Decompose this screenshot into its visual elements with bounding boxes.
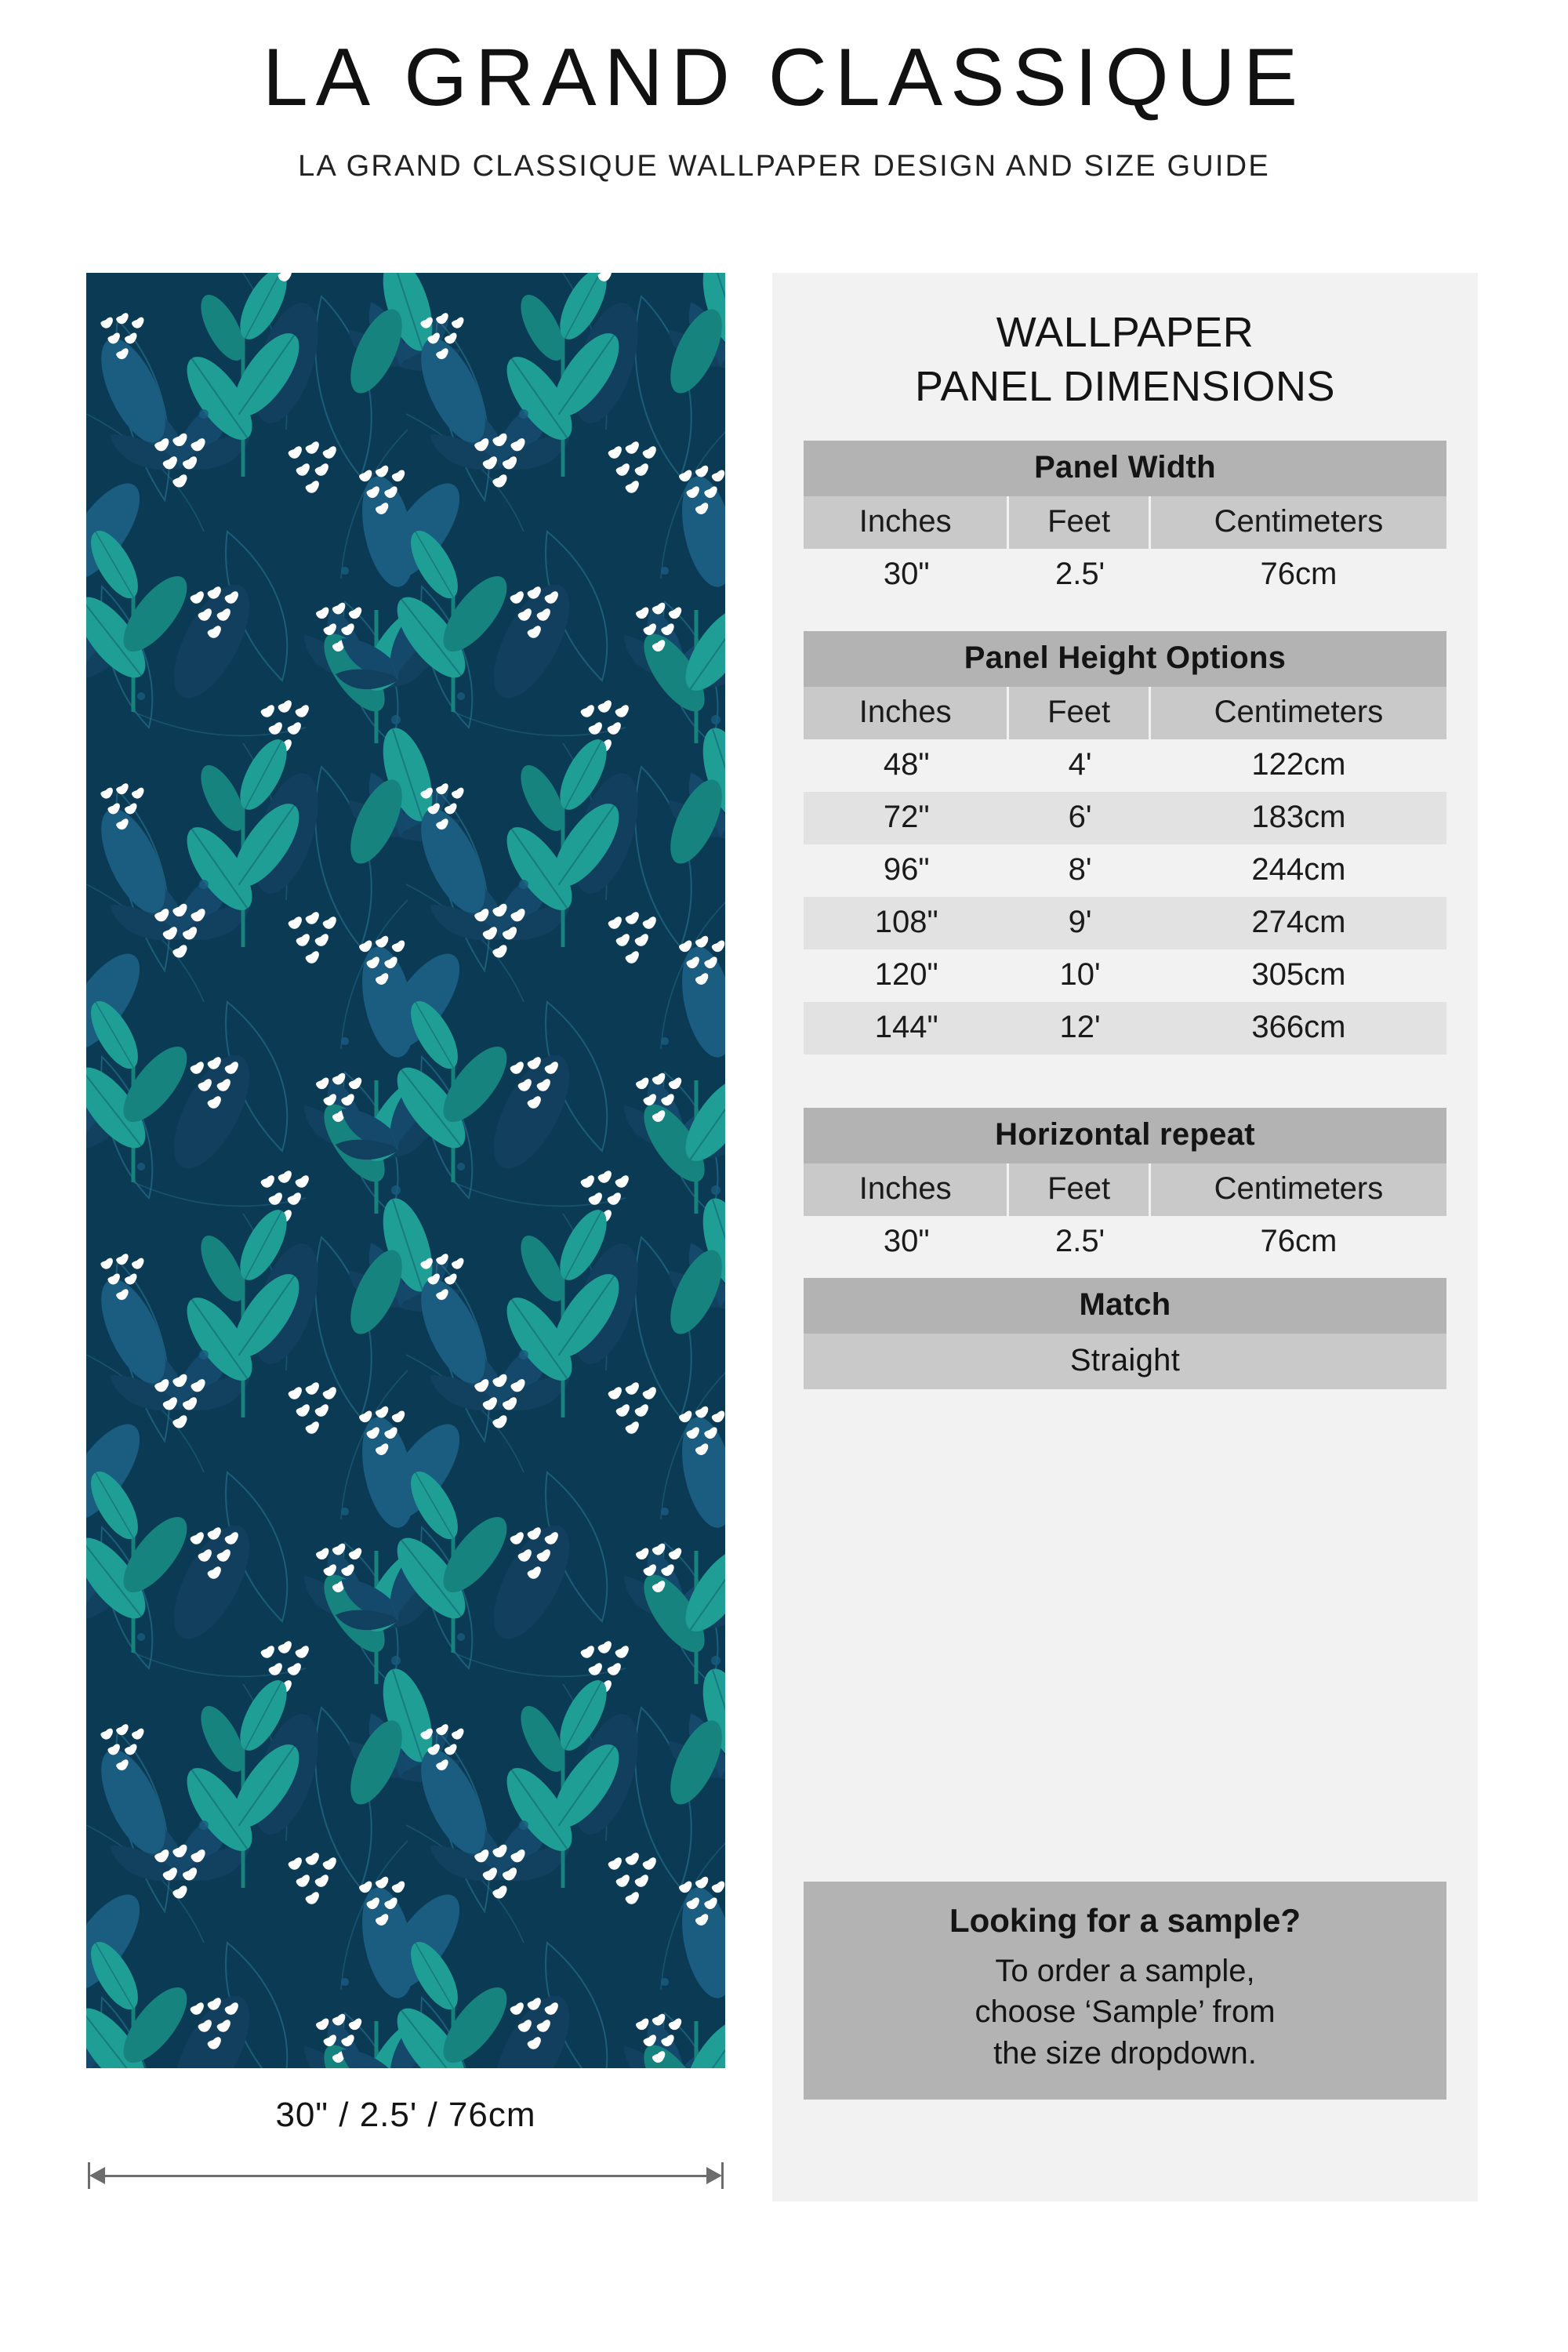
- height-centimeters: 122cm: [1251, 747, 1346, 782]
- height-inches: 72": [804, 792, 1009, 844]
- panel-height-table: [804, 631, 1446, 1054]
- table-row: [804, 1216, 1446, 1269]
- page-header: [0, 0, 1568, 184]
- height-centimeters: 305cm: [1251, 957, 1346, 993]
- height-feet: 6': [1009, 792, 1150, 844]
- height-inches: 144": [804, 1002, 1009, 1054]
- height-inches: 48": [883, 747, 930, 782]
- repeat-feet: 2.5': [1054, 1224, 1105, 1259]
- match-title: Match: [804, 1278, 1446, 1334]
- table-row: [804, 949, 1446, 1002]
- column-header-inches: Inches: [804, 496, 1009, 549]
- height-feet: 12': [1009, 1002, 1150, 1054]
- panel-heading: [804, 306, 1446, 414]
- height-feet: 10': [1059, 957, 1101, 993]
- repeat-inches: 30": [883, 1224, 930, 1259]
- brand-subtitle: LA GRAND CLASSIQUE WALLPAPER DESIGN AND SIZE GUIDE: [298, 149, 1270, 183]
- horizontal-repeat-table: [804, 1108, 1446, 1269]
- match-table: [804, 1278, 1446, 1389]
- column-header-centimeters: Centimeters: [1151, 687, 1446, 739]
- column-header-centimeters: Centimeters: [1151, 496, 1446, 549]
- height-inches: 108": [804, 897, 1009, 949]
- arrow-left-icon: [89, 2167, 105, 2184]
- arrow-right-icon: [706, 2167, 722, 2184]
- wallpaper-swatch-panel: [86, 273, 725, 2068]
- column-header-inches: Inches: [804, 1163, 1009, 1216]
- height-centimeters: 274cm: [1151, 897, 1446, 949]
- horizontal-repeat-header-row: [804, 1163, 1446, 1216]
- column-header-feet: Feet: [1009, 687, 1150, 739]
- match-value: Straight: [804, 1334, 1446, 1389]
- table-row: [804, 897, 1446, 949]
- panel-width-title: Panel Width: [804, 441, 1446, 496]
- height-centimeters: 244cm: [1251, 852, 1346, 887]
- column-header-centimeters: Centimeters: [1151, 1163, 1446, 1216]
- height-centimeters: 183cm: [1151, 792, 1446, 844]
- dimension-line: [100, 2175, 711, 2177]
- column-header-feet: Feet: [1009, 496, 1150, 549]
- panel-heading-line2: PANEL DIMENSIONS: [914, 363, 1336, 411]
- dimensions-info-panel: [772, 273, 1478, 2201]
- height-centimeters: 366cm: [1151, 1002, 1446, 1054]
- wallpaper-pattern-image: [86, 273, 725, 2068]
- horizontal-repeat-title: Horizontal repeat: [804, 1108, 1446, 1163]
- panel-height-title: Panel Height Options: [804, 631, 1446, 687]
- height-inches: 120": [874, 957, 938, 993]
- panel-heading-line1: WALLPAPER: [996, 309, 1254, 356]
- sample-text-line2: choose ‘Sample’ from: [975, 1994, 1276, 2030]
- pattern-svg: [86, 273, 725, 2068]
- sample-info-box: [804, 1882, 1446, 2100]
- panel-width-feet: 2.5': [1054, 557, 1105, 592]
- column-header-inches: Inches: [804, 687, 1009, 739]
- table-row: [804, 549, 1446, 601]
- brand-title: LA GRAND CLASSIQUE: [262, 32, 1306, 123]
- panel-width-table: [804, 441, 1446, 601]
- panel-width-inches: 30": [883, 557, 930, 592]
- swatch-width-caption: [86, 2068, 725, 2162]
- panel-width-header-row: [804, 496, 1446, 549]
- sample-title: Looking for a sample?: [949, 1901, 1301, 1939]
- height-feet: 9': [1009, 897, 1150, 949]
- table-row: [804, 792, 1446, 844]
- table-row: [804, 1002, 1446, 1054]
- sample-text-line3: the size dropdown.: [993, 2036, 1257, 2071]
- table-row: [804, 739, 1446, 792]
- height-feet: 4': [1068, 747, 1092, 782]
- spacer: [804, 611, 1446, 631]
- column-header-feet: Feet: [1009, 1163, 1150, 1216]
- panel-height-header-row: [804, 687, 1446, 739]
- sample-text-line1: To order a sample,: [995, 1953, 1255, 1988]
- main-content: [0, 273, 1568, 2201]
- height-feet: 8': [1068, 852, 1092, 887]
- spacer: [804, 1064, 1446, 1108]
- swatch-width-label: 30" / 2.5' / 76cm: [275, 2096, 536, 2134]
- width-dimension-arrow: [86, 2161, 725, 2192]
- table-row: [804, 844, 1446, 897]
- height-inches: 96": [883, 852, 930, 887]
- repeat-centimeters: 76cm: [1260, 1224, 1338, 1259]
- panel-width-centimeters: 76cm: [1260, 557, 1338, 592]
